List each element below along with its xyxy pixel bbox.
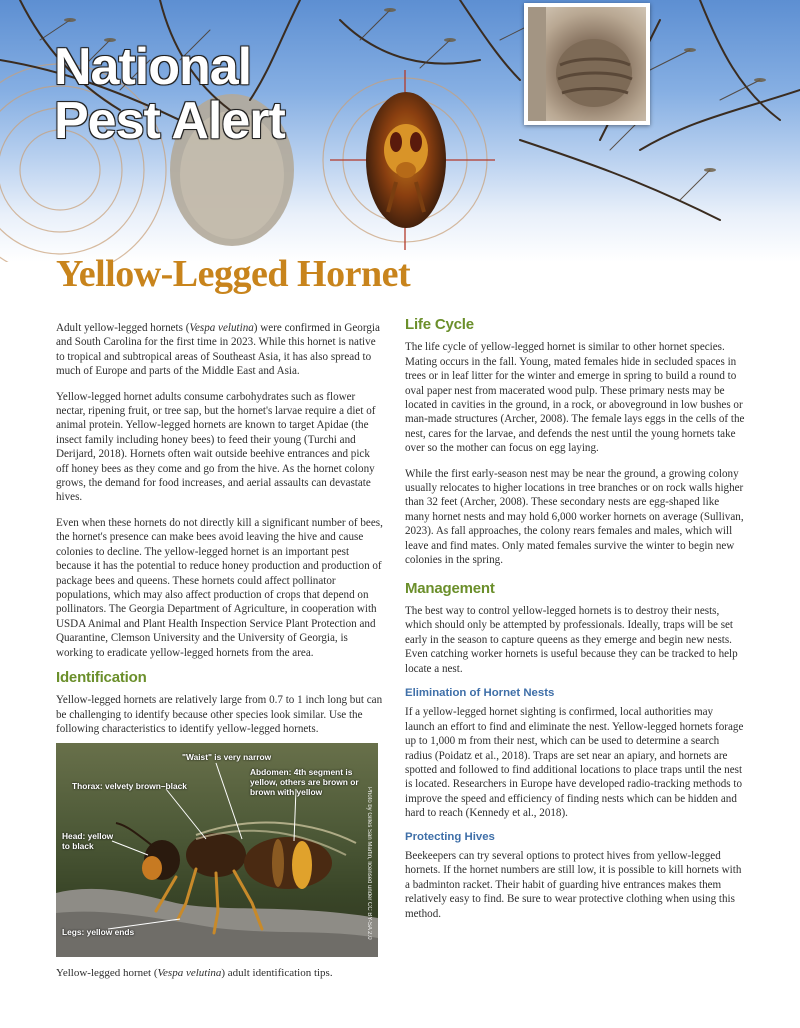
protecting-hives-paragraph: Beekeepers can try several options to protect hives from yellow-legged hornets. If the hornet numbers are still low, it is possible to kill hornets with a badminton racket. Their habit of guarding hive entrances makes them relatively easy to find. Be sure to wear protective clothing when using this method. <box>405 850 742 920</box>
impact-paragraph: Even when these hornets do not directly kill a significant number of bees, the hornet's presence can make bees avoid leaving the hive and cause colonies to decline. The yellow-legged hornet is an important pest because it has the potential to reduce honey production and production of package bees and queens. These hornets could affect pollinator populations, which may also affect production of crops that depend on pollinators. The Georgia Department of Agriculture, in cooperation with USDA Animal and Plant Health Inspection Service Plant Protection and Quarantine, Clemson University and the University of Georgia, is working to eradicate yellow-legged hornets from the area. <box>56 516 383 659</box>
elimination-paragraph: If a yellow-legged hornet sighting is confirmed, local authorities may launch an effort to find and eliminate the nest. Yellow-legged hornets forage up to 1,000 m from their nest, which can be used to determine a search radius (Poidatz et al., 2018). Traps are set near an apiary, and hornets are spotted and followed to find additional locations to place traps until the nest is located. Researchers in Europe have developed radio-tracking methods to improve the speed and efficiency of finding nests which can be hidden and hard to reach (Kennedy et al., 2018). <box>405 706 744 820</box>
label-legs: Legs: yellow ends <box>62 926 135 937</box>
identification-paragraph: Yellow-legged hornets are relatively large from 0.7 to 1 inch long but can be challenging to identify because other species look similar. Use the following characteristics to identify yellow-legged hornets. <box>56 694 383 736</box>
header-banner <box>0 0 800 262</box>
management-paragraph: The best way to control yellow-legged hornets is to destroy their nests, which should only be attempted by professionals. Ideally, traps will be set early in the season to capture queens as they emerge and begin new nests. Even catching worker hornets is useful because they can be tracked to help locate a nest. <box>405 604 738 675</box>
hornet-identification-figure <box>56 743 378 957</box>
intro-paragraph: Adult yellow-legged hornets (Vespa velutina) were confirmed in Georgia and South Carolina for the first time in 2023. While this hornet is native to tropical and subtropical areas of Southeast Asia, it has also spread to much of Europe and parts of the Middle East and Asia. <box>56 322 380 378</box>
label-abdomen: Abdomen: 4th segment is yellow, others are brown or brown with yellow <box>250 766 359 797</box>
life-cycle-heading: Life Cycle <box>405 316 474 333</box>
hornet-face-photo <box>366 92 446 228</box>
nest-inset-photo <box>524 3 650 125</box>
management-heading: Management <box>405 579 495 597</box>
diet-paragraph: Yellow-legged hornet adults consume carbohydrates such as flower nectar, ripening fruit, or tree sap, but the hornet's larvae require a diet of animal protein. Yellow-legged hornets are known to target Apidae (the insect family including honey bees) to feed their young (Turchi and Derijard, 2018). Hornets often wait outside beehive entrances and pick off honey bees as they come and go from the hive. As the hornet colony grows, the demand for food increases, and aerial assaults can devastate hives. <box>56 390 376 504</box>
identification-heading: Identification <box>56 668 147 686</box>
left-column <box>56 321 384 980</box>
protecting-hives-heading: Protecting Hives <box>405 830 495 843</box>
label-waist: "Waist" is very narrow <box>182 751 272 762</box>
right-column <box>405 318 745 932</box>
life-cycle-paragraph-1: The life cycle of yellow-legged hornet is similar to other hornet species. Mating occurs in the fall. Young, mated females hide in secluded spaces in trees or in leaf litter for the winter and emerge in spring to build a round to oval paper nest from macerated wood pulp. These primary nests may be located in cavities in the ground, in a rock, or aboveground in low bushes or man-made structures (Archer, 2008). The female lays eggs in the cells of the nest, cares for the larvae, and defends the nest until the young hornets take over so the mother can focus on egg laying. <box>405 341 745 455</box>
label-thorax: Thorax: velvety brown–black <box>72 780 187 791</box>
figure-caption: Yellow-legged hornet (Vespa velutina) adult identification tips. <box>56 966 333 979</box>
publication-brand <box>54 40 285 148</box>
brand-line-1: National <box>54 38 252 96</box>
life-cycle-paragraph-2: While the first early-season nest may be near the ground, a growing colony usually relocates to higher locations in tree branches or on rock walls higher than 32 feet (Archer, 2008). These secondary nests are egg-shaped like many hornet nests and may hold 6,000 worker hornets on average (Sullivan, 2023). As fall approaches, the colony rears females and males, which will leave and find mates. Only mated females survive the winter to begin new colonies in the spring. <box>405 467 744 567</box>
brand-line-2: Pest Alert <box>54 92 285 150</box>
page-title: Yellow-Legged Hornet <box>56 253 411 295</box>
label-head: Head: yellow to black <box>62 830 114 851</box>
elimination-heading: Elimination of Hornet Nests <box>405 686 555 699</box>
photo-credit: Photo by Gilles San Martin, licensed under CC BY-SA 2.0 <box>366 786 372 940</box>
